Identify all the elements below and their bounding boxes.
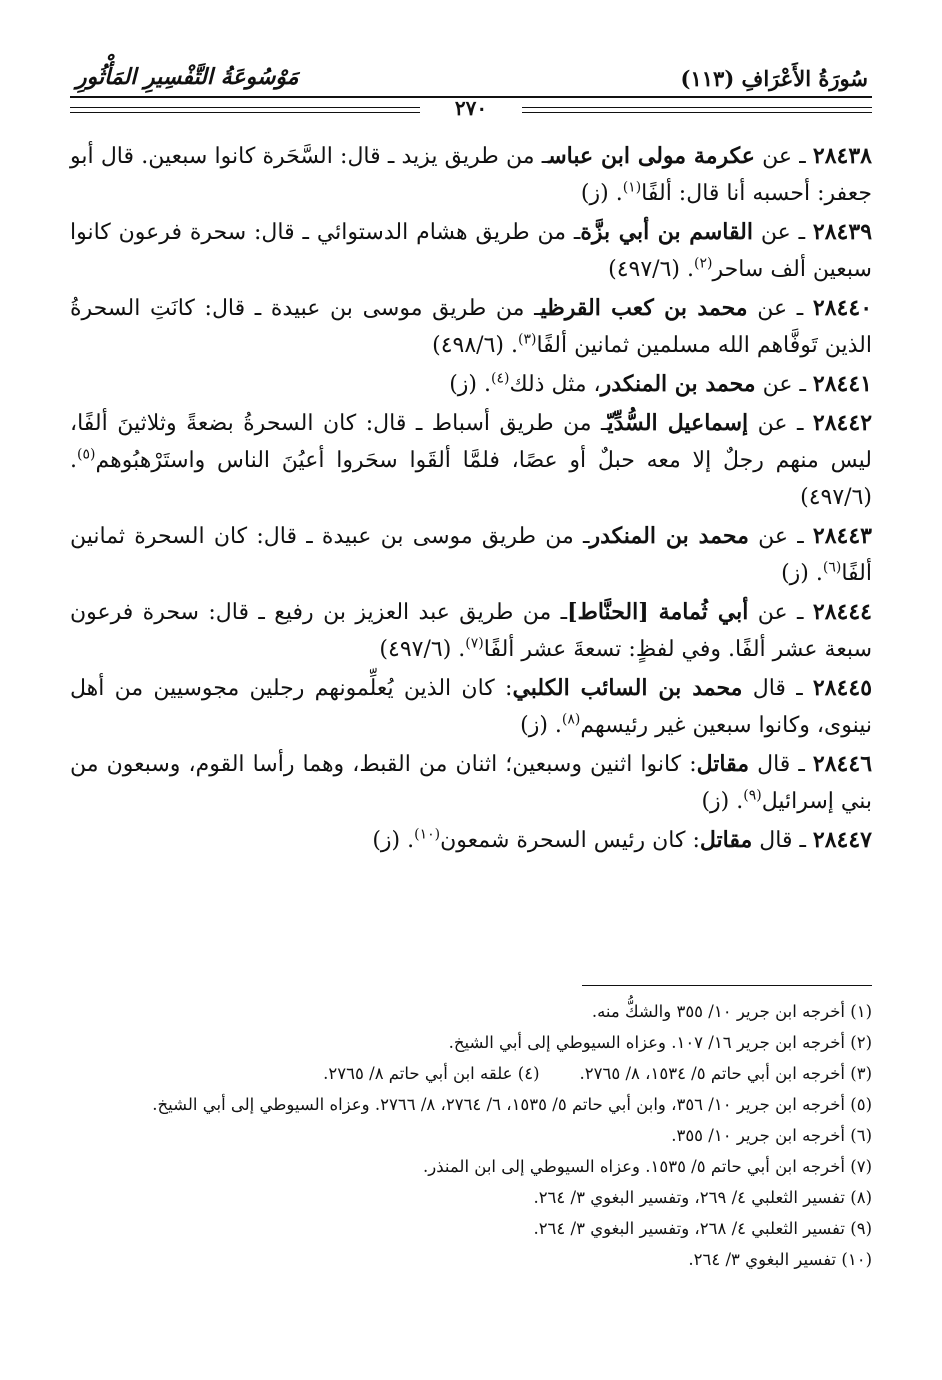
entry-source: . (ز)	[449, 372, 491, 397]
narration-entry	[70, 214, 872, 288]
footnote-ref: (٢)	[694, 255, 713, 272]
entry-number: ٢٨٤٣٩	[812, 219, 873, 245]
entry-lead: ـ عن	[748, 600, 804, 625]
entry-lead: ـ عن	[748, 524, 804, 549]
footnote	[70, 1182, 872, 1213]
entry-number: ٢٨٤٤٥	[812, 675, 873, 701]
entry-number: ٢٨٤٤٠	[812, 295, 873, 321]
footnote	[70, 1058, 872, 1089]
footnote-ref: (٩)	[743, 787, 762, 804]
entry-number: ٢٨٤٤٢	[812, 410, 873, 436]
page-number-band	[70, 96, 872, 120]
entry-text: ، مثل ذلك	[509, 372, 601, 397]
narrator-name: محمد بن المنكدر	[600, 371, 756, 397]
narration-entry	[70, 518, 872, 592]
entry-lead: ـ عن	[754, 144, 806, 169]
footnote	[70, 1120, 872, 1151]
footnote-ref: (٥)	[77, 446, 96, 463]
entry-text: ـ من طريق موسى بن عبيدة ـ قال: كانَتِ السحرةُ الذين تَوفَّاهم الله مسلمين ثمانين ألفًا	[70, 296, 872, 358]
footnote-ref: (١٠)	[414, 826, 441, 843]
entry-source: . (ز)	[580, 181, 623, 206]
entry-number: ٢٨٤٤٦	[812, 751, 873, 777]
narration-entry	[70, 405, 872, 516]
entry-number: ٢٨٤٤١	[812, 371, 872, 397]
entry-lead: ـ قال	[749, 752, 805, 777]
entry-source: . (ز)	[781, 561, 823, 586]
entry-lead: ـ عن	[755, 372, 806, 397]
footnote-text: (٦) أخرجه ابن جرير ١٠/ ٣٥٥.	[671, 1126, 872, 1145]
entry-number: ٢٨٤٣٨	[812, 143, 872, 169]
entry-text: : كان رئيس السحرة شمعون	[440, 828, 700, 853]
footnote	[70, 1027, 872, 1058]
footnote-ref: (١)	[622, 179, 642, 196]
narration-entry	[70, 138, 872, 212]
footnote-ref: (٤)	[490, 370, 510, 387]
narration-entry	[70, 366, 872, 403]
footnote-text: (١) أخرجه ابن جرير ١٠/ ٣٥٥ والشكُّ منه.	[591, 1002, 872, 1021]
footnote	[70, 1213, 872, 1244]
entry-number: ٢٨٤٤٣	[812, 523, 872, 549]
narrator-name: أبي ثُمامة [الحنَّاط]	[567, 599, 749, 625]
entry-text: ـ من طريق عبد العزيز بن رفيع ـ قال: سحرة فرعون سبعة عشر ألفًا. وفي لفظٍ: تسعةَ عشر ألفًا	[70, 600, 872, 662]
entry-lead: ـ عن	[752, 220, 806, 245]
footnote	[70, 996, 872, 1027]
main-text	[70, 138, 872, 861]
narrator-name: محمد بن كعب القرظي	[540, 295, 748, 321]
narration-entry	[70, 822, 872, 859]
entry-source: . (ز)	[372, 828, 415, 853]
footnote-text: (١٠) تفسير البغوي ٣/ ٢٦٤.	[688, 1250, 872, 1269]
footnote-text: (٢) أخرجه ابن جرير ١٦/ ١٠٧. وعزاه السيوطي إلى أبي الشيخ.	[448, 1033, 872, 1052]
entry-number: ٢٨٤٤٤	[812, 599, 872, 625]
entry-number: ٢٨٤٤٧	[812, 827, 872, 853]
entry-source: . (٤٩٧/٦)	[608, 257, 694, 282]
entry-lead: ـ قال	[742, 676, 803, 701]
narrator-name: القاسم بن أبي بزَّة	[580, 219, 753, 245]
entry-text: ـ من طريق أسباط ـ قال: كان السحرةُ بضعةً وثلاثينَ ألفًا، ليس منهم رجلٌ إلا معه حبلٌ أو عصًا، فلمَّا ألقَوا سحَروا أعيُنَ الناس واستَرْهبُوهم	[70, 411, 872, 473]
entry-source: . (٤٩٧/٦)	[379, 637, 466, 662]
entry-source: . (ز)	[701, 789, 744, 814]
footnote-ref: (٧)	[465, 635, 484, 652]
narrator-name: مقاتل	[696, 751, 750, 777]
entry-text: ـ من طريق موسى بن عبيدة ـ قال: كان السحرة ثمانين ألفًا	[70, 524, 872, 586]
footnote-text: (٤) علقه ابن أبي حاتم ٨/ ٢٧٦٥.	[323, 1064, 540, 1083]
footnote-ref: (٦)	[822, 559, 842, 576]
ornament-line-left	[70, 107, 420, 113]
entry-source: . (٤٩٨/٦)	[432, 333, 518, 358]
entry-source: . (ز)	[520, 713, 562, 738]
footnote	[70, 1151, 872, 1182]
book-title: مَوْسُوعَةُ التَّفْسِيرِ المَأْثُورِ	[76, 64, 299, 90]
footnote-text: (٩) تفسير الثعلبي ٤/ ٢٦٨، وتفسير البغوي ٣/ ٢٦٤.	[533, 1219, 872, 1238]
surah-title: سُورَةُ الأَعْرَافِ (١١٣)	[680, 66, 868, 91]
footnote	[70, 1089, 872, 1120]
footnote-text: (٨) تفسير الثعلبي ٤/ ٢٦٩، وتفسير البغوي ٣/ ٢٦٤.	[533, 1188, 872, 1207]
narrator-name: مقاتل	[699, 827, 753, 853]
running-header	[70, 62, 872, 96]
footnote-text: (٧) أخرجه ابن أبي حاتم ٥/ ١٥٣٥. وعزاه السيوطي إلى ابن المنذر.	[423, 1157, 872, 1176]
narrator-name: محمد بن السائب الكلبي	[512, 675, 743, 701]
ornament-line-right	[522, 107, 872, 113]
footnote-ref: (٨)	[561, 711, 581, 728]
footnotes	[70, 996, 872, 1275]
narration-entry	[70, 746, 872, 820]
footnote-separator	[582, 985, 872, 986]
narration-entry	[70, 290, 872, 364]
entry-text: : كان الذين يُعلِّمونهم رجلين مجوسيين من أهل نينوى، وكانوا سبعين غير رئيسهم	[70, 676, 872, 738]
footnote-ref: (٣)	[517, 331, 537, 348]
footnote-text: (٣) أخرجه ابن أبي حاتم ٥/ ١٥٣٤، ٨/ ٢٧٦٥.	[579, 1064, 872, 1083]
entry-lead: ـ عن	[748, 411, 804, 436]
entry-lead: ـ قال	[752, 828, 806, 853]
narrator-name: عكرمة مولى ابن عباس	[548, 143, 755, 169]
entry-source: . (٤٩٧/٦)	[70, 448, 872, 510]
narration-entry	[70, 594, 872, 668]
footnote	[70, 1244, 872, 1275]
entry-lead: ـ عن	[747, 296, 804, 321]
footnote-text: (٥) أخرجه ابن جرير ١٠/ ٣٥٦، وابن أبي حاتم ٥/ ١٥٣٥، ٦/ ٢٧٦٤، ٨/ ٢٧٦٦. وعزاه السيوطي إلى أبي الشيخ.	[152, 1095, 872, 1114]
entry-text: : كانوا اثنين وسبعين؛ اثنان من القبط، وهما رأسا القوم، وسبعون من بني إسرائيل	[70, 752, 872, 814]
narrator-name: محمد بن المنكدر	[589, 523, 749, 549]
narrator-name: إسماعيل السُّدِّيّ	[607, 410, 749, 436]
page-number: ٢٧٠	[454, 96, 488, 120]
entry-text: ـ من طريق هشام الدستوائي ـ قال: سحرة فرعون كانوا سبعين ألف ساحر	[70, 220, 872, 282]
entry-text: ـ من طريق يزيد ـ قال: السَّحَرة كانوا سبعين. قال أبو جعفر: أحسبه أنا قال: ألفًا	[70, 144, 872, 206]
narration-entry	[70, 670, 872, 744]
